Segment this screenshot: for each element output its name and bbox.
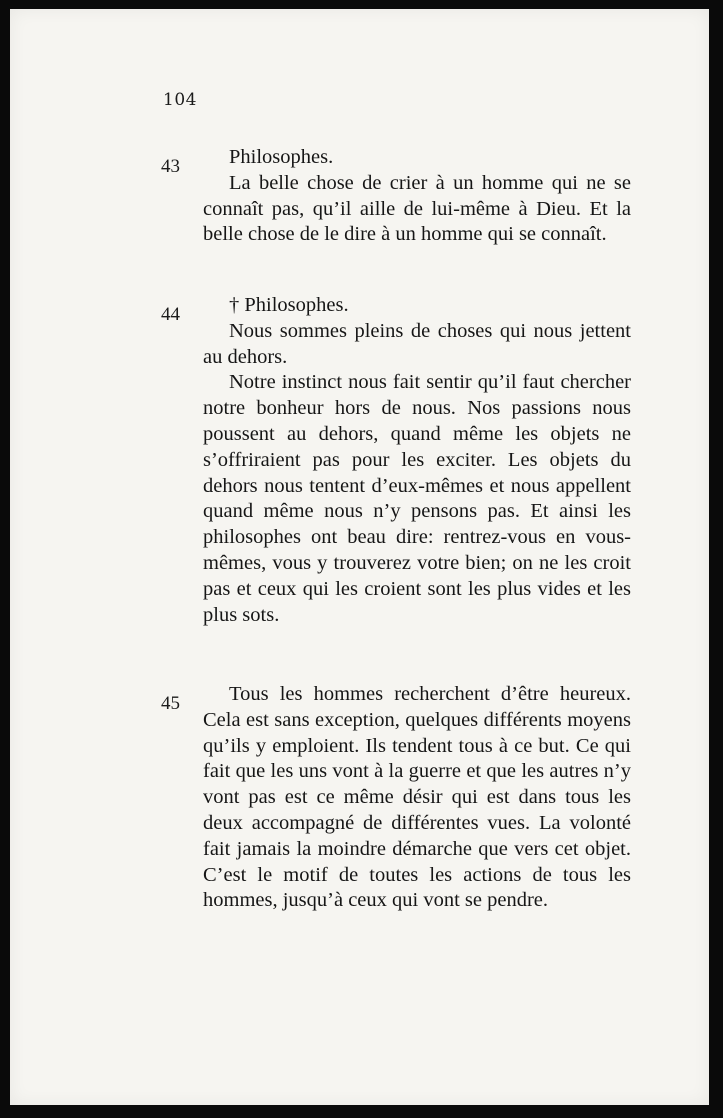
paragraph: Tous les hommes recherchent d’être heureux. Cela est sans exception, quelques différents moyens qu’ils y emploient. Ils tendent tous à ce but. Ce qui fait que les uns vont à la guerre et que les autres n’y vont pas est ce même désir qui est dans tous les deux accompagné de différentes vues. La volonté fait jamais la moindre démarche que vers cet objet. C’est le motif de toutes les actions de tous les hommes, jusqu’à ceux qui vont se pendre. bbox=[203, 683, 631, 912]
paragraph: Notre instinct nous fait sentir qu’il faut chercher notre bonheur hors de nous. Nos passions nous poussent au dehors, quand même les objets ne s’offriraient pas pour les exciter. Les objets du dehors nous tentent d’eux-mêmes et nous appellent quand même nous n’y pensons pas. Et ainsi les philosophes ont beau dire: rentrez-vous en vous-mêmes, vous y trouverez votre bien; on ne les croit pas et ceux qui les croient sont les plus vides et les plus sots. bbox=[203, 371, 631, 626]
fragment-text bbox=[203, 682, 631, 914]
fragment-text bbox=[203, 145, 631, 248]
page-number: 104 bbox=[163, 90, 197, 110]
paragraph: La belle chose de crier à un homme qui ne se connaît pas, qu’il aille de lui-même à Dieu. Et la belle chose de le dire à un homme qui se connaît. bbox=[203, 171, 631, 246]
fragment-number: 44 bbox=[161, 304, 180, 325]
fragment-number: 43 bbox=[161, 156, 180, 177]
fragment-number: 45 bbox=[161, 693, 180, 714]
fragment-heading: Philosophes. bbox=[229, 146, 334, 168]
fragment-text bbox=[203, 293, 631, 628]
book-page bbox=[10, 9, 709, 1105]
fragment-heading: † Philosophes. bbox=[229, 294, 349, 316]
paragraph: Nous sommes pleins de choses qui nous jettent au dehors. bbox=[203, 319, 631, 368]
